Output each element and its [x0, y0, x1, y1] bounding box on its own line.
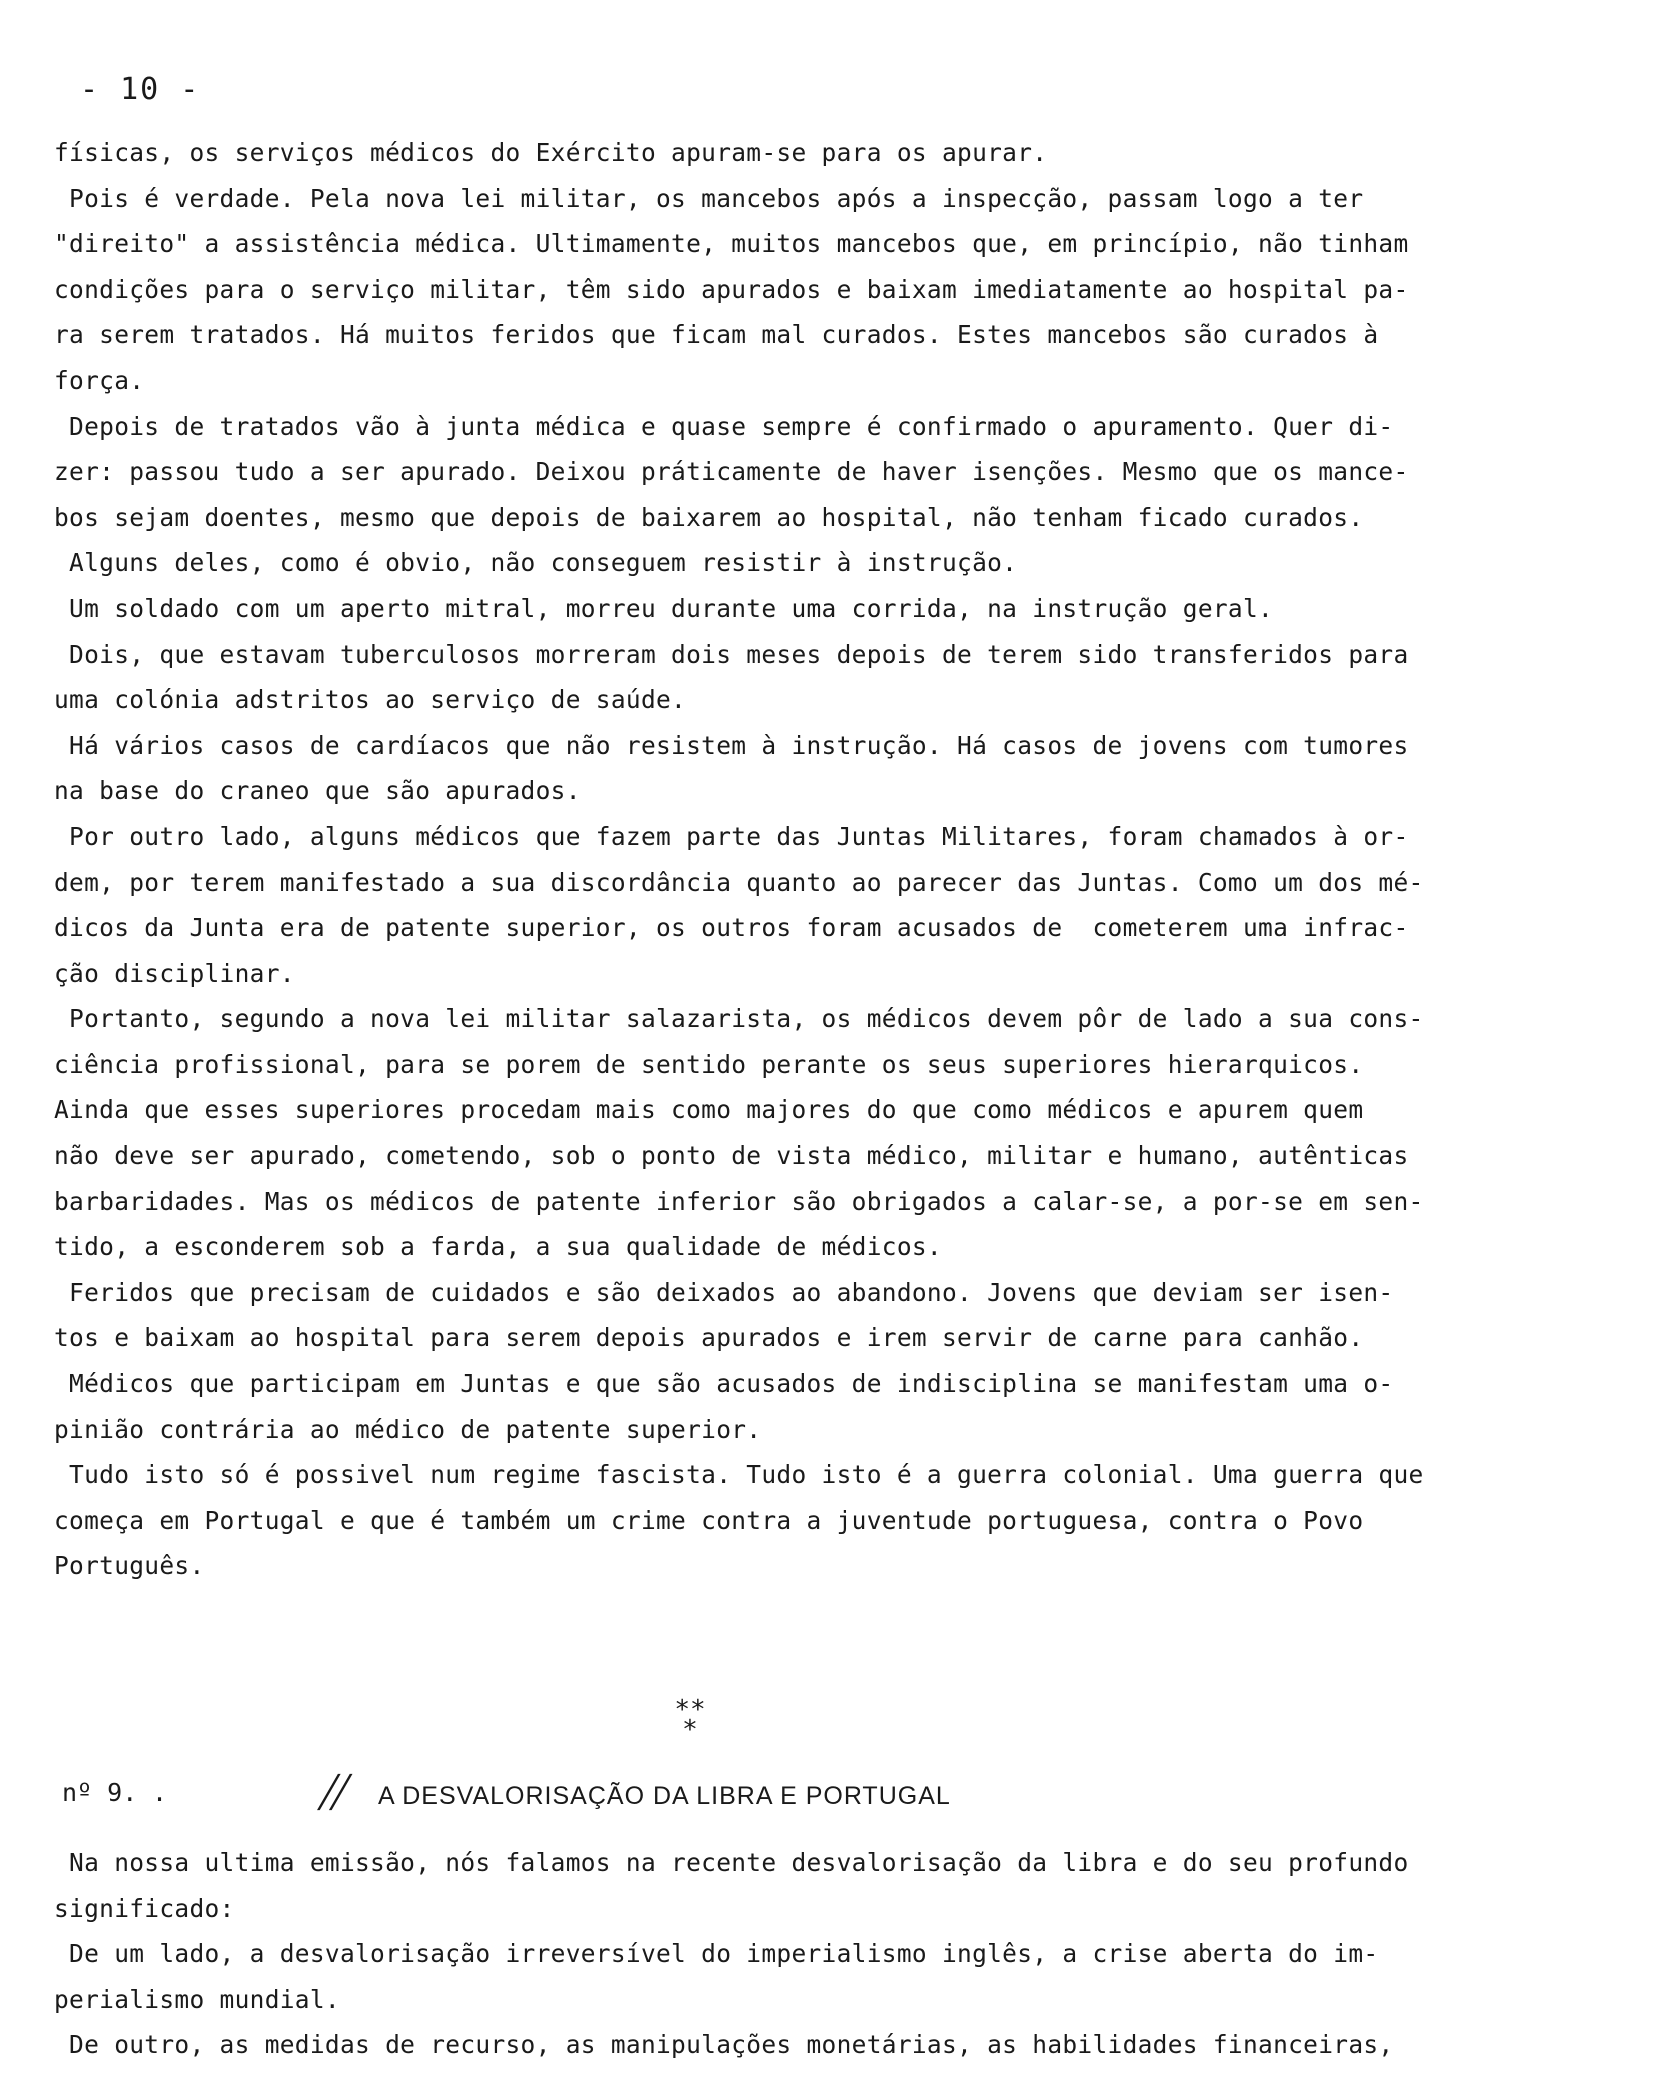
text-line: condições para o serviço militar, têm sido apurados e baixam imediatamente ao hospital pa-	[54, 274, 1409, 304]
text-line: "direito" a assistência médica. Ultimamente, muitos mancebos que, em princípio, não tinham	[54, 229, 1409, 259]
document-body	[54, 130, 1494, 1589]
separator-stars: ** *	[674, 1695, 706, 1745]
text-line: tido, a esconderem sob a farda, a sua qualidade de médicos.	[54, 1232, 942, 1262]
section-heading	[60, 1766, 1460, 1822]
text-line: pinião contrária ao médico de patente superior.	[54, 1414, 762, 1444]
text-line: Depois de tratados vão à junta médica e quase sempre é confirmado o apuramento. Quer di-	[54, 411, 1394, 441]
text-line: De outro, as medidas de recurso, as manipulações monetárias, as habilidades financeiras,	[54, 2030, 1394, 2060]
section-title: A DESVALORISAÇÃO DA LIBRA E PORTUGAL	[378, 1782, 951, 1810]
text-line: Por outro lado, alguns médicos que fazem parte das Juntas Militares, foram chamados à or-	[54, 821, 1409, 851]
text-line: ção disciplinar.	[54, 958, 295, 988]
text-line: força.	[54, 365, 145, 395]
text-line: Na nossa ultima emissão, nós falamos na recente desvalorisação da libra e do seu profundo	[54, 1848, 1409, 1877]
text-line: Um soldado com um aperto mitral, morreu durante uma corrida, na instrução geral.	[54, 593, 1274, 623]
handwritten-mark: //	[318, 1766, 352, 1817]
text-line: Portanto, segundo a nova lei militar salazarista, os médicos devem pôr de lado a sua cons-	[54, 1004, 1424, 1034]
text-line: Há vários casos de cardíacos que não resistem à instrução. Há casos de jovens com tumores	[54, 730, 1409, 760]
text-line: bos sejam doentes, mesmo que depois de baixarem ao hospital, não tenham ficado curados.	[54, 502, 1364, 532]
text-line: dem, por terem manifestado a sua discordância quanto ao parecer das Juntas. Como um dos mé-	[54, 867, 1424, 897]
text-line: físicas, os serviços médicos do Exército apuram-se para os apurar.	[54, 138, 1048, 167]
section-number: nº 9.	[62, 1778, 138, 1807]
text-line: Alguns deles, como é obvio, não conseguem resistir à instrução.	[54, 548, 1018, 578]
text-line: tos e baixam ao hospital para serem depois apurados e irem servir de carne para canhão.	[54, 1323, 1364, 1353]
text-line: começa em Portugal e que é também um crime contra a juventude portuguesa, contra o Povo	[54, 1505, 1364, 1535]
text-line: Feridos que precisam de cuidados e são deixados ao abandono. Jovens que deviam ser isen-	[54, 1277, 1394, 1307]
section-body	[54, 1840, 1494, 2068]
text-line: Tudo isto só é possivel num regime fascista. Tudo isto é a guerra colonial. Uma guerra que	[54, 1460, 1424, 1490]
section-dot: .	[152, 1778, 168, 1807]
page-number: - 10 -	[80, 72, 201, 107]
text-line: zer: passou tudo a ser apurado. Deixou práticamente de haver isenções. Mesmo que os mance-	[54, 457, 1409, 487]
text-line: não deve ser apurado, cometendo, sob o ponto de vista médico, militar e humano, autênticas	[54, 1141, 1409, 1171]
text-line: De um lado, a desvalorisação irreversível do imperialismo inglês, a crise aberta do im-	[54, 1939, 1379, 1969]
text-line: perialismo mundial.	[54, 1984, 340, 2014]
section-separator	[660, 1695, 720, 1745]
text-line: barbaridades. Mas os médicos de patente inferior são obrigados a calar-se, a por-se em sen-	[54, 1186, 1424, 1216]
text-line: Português.	[54, 1551, 205, 1581]
text-line: na base do craneo que são apurados.	[54, 776, 581, 806]
text-line: uma colónia adstritos ao serviço de saúde.	[54, 685, 687, 715]
text-line: ra serem tratados. Há muitos feridos que ficam mal curados. Estes mancebos são curados à	[54, 320, 1379, 350]
text-line: dicos da Junta era de patente superior, os outros foram acusados de cometerem uma infrac-	[54, 913, 1409, 943]
text-line: Dois, que estavam tuberculosos morreram dois meses depois de terem sido transferidos para	[54, 639, 1409, 669]
text-line: Ainda que esses superiores procedam mais como majores do que como médicos e apurem quem	[54, 1095, 1364, 1125]
text-line: ciência profissional, para se porem de sentido perante os seus superiores hierarquicos.	[54, 1049, 1364, 1079]
text-line: Médicos que participam em Juntas e que são acusados de indisciplina se manifestam uma o-	[54, 1369, 1394, 1399]
text-line: Pois é verdade. Pela nova lei militar, os mancebos após a inspecção, passam logo a ter	[54, 183, 1364, 213]
text-line: significado:	[54, 1893, 235, 1923]
